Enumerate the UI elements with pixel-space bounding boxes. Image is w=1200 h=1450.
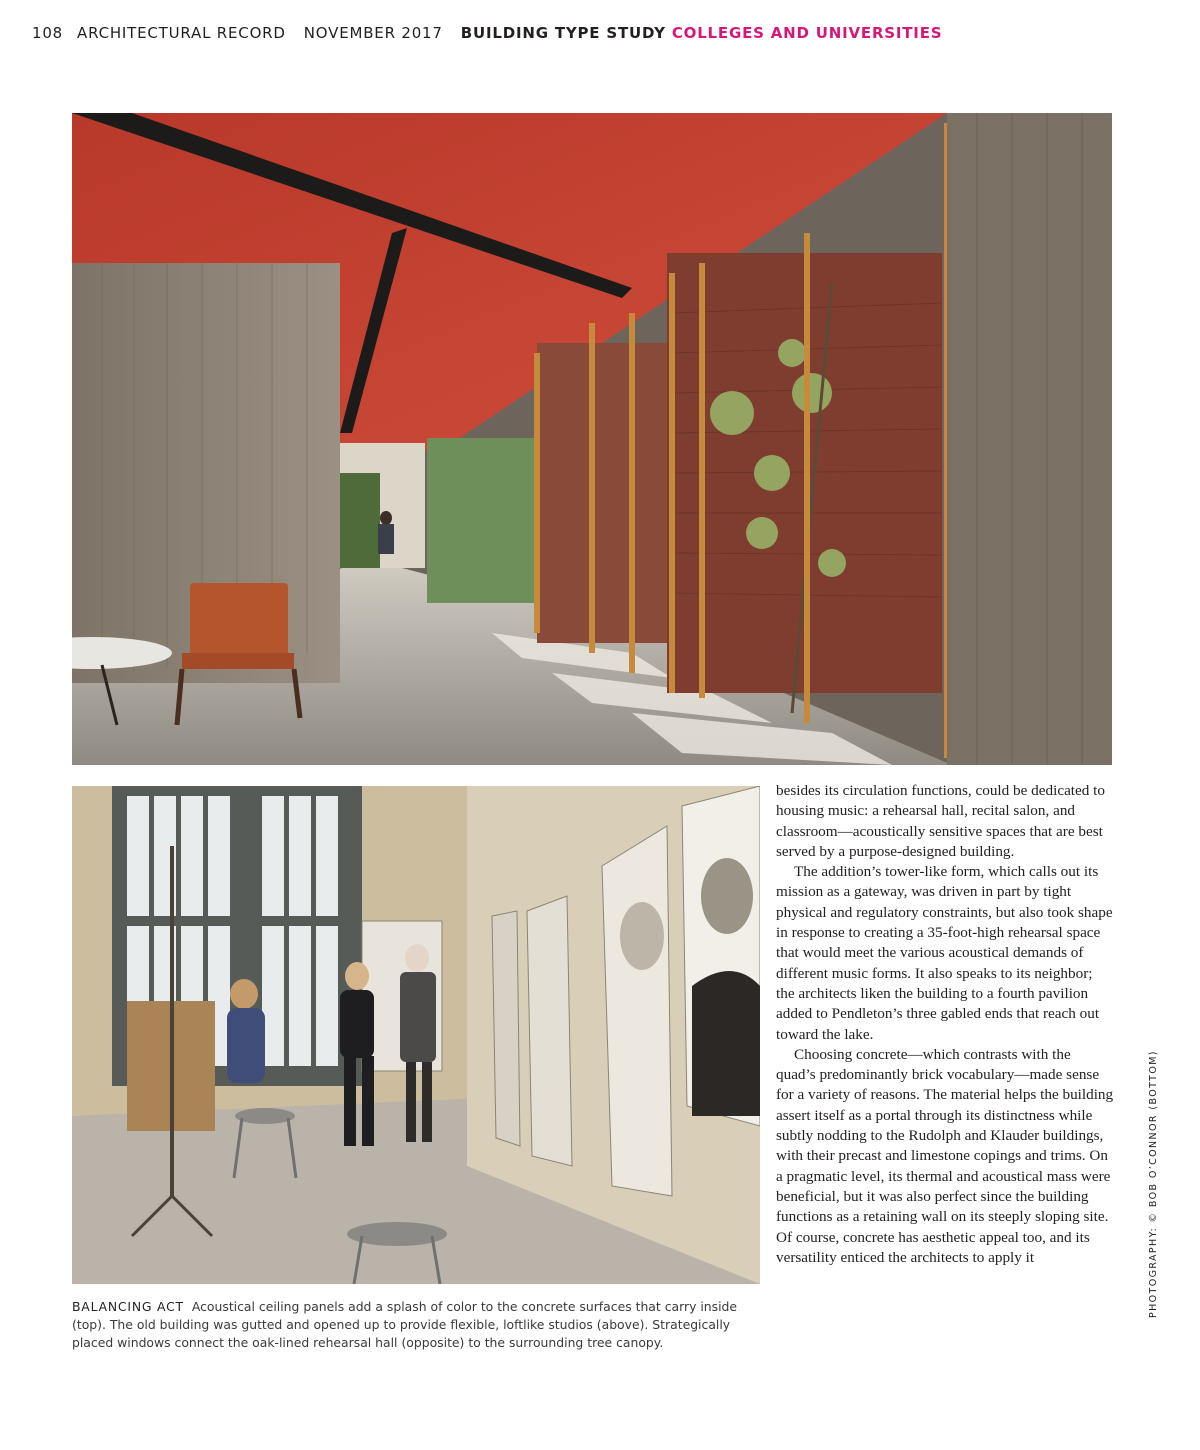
body-paragraph: Choosing concrete—which contrasts with the quad’s predominantly brick vocabulary—made sense for a variety of reasons. The material helps the building assert itself as a portal through its distinctness while subtly nodding to the Rudolph and Klauder buildings, with their precast and limestone copings and trims. On a pragmatic level, its thermal and acoustical mass were beneficial, but it was also perfect since the building functions as a retaining wall on its steeply sloping site. Of course, concrete has aesthetic appeal too, and its versatility enticed the architects to apply it	[776, 1045, 1114, 1266]
caption-title: BALANCING ACT	[72, 1299, 184, 1314]
caption-text: Acoustical ceiling panels add a splash of color to the concrete surfaces that carry inside (top). The old building was gutted and opened up to provide flexible, loftlike studios (above). Strategically placed windows connect the oak-lined rehearsal hall (opposite) to the surrounding tree canopy.	[72, 1299, 738, 1350]
issue-date: NOVEMBER 2017	[303, 24, 443, 42]
publication-name: ARCHITECTURAL RECORD	[77, 24, 286, 42]
running-header	[32, 24, 942, 46]
topic-label: COLLEGES AND UNIVERSITIES	[671, 24, 943, 42]
body-paragraph: besides its circulation functions, could be dedicated to housing music: a rehearsal hall, recital salon, and classroom—acoustically sensitive spaces that are best served by a purpose-designed building.	[776, 782, 1105, 860]
page-number: 108	[32, 24, 64, 42]
photo-caption	[72, 1298, 760, 1352]
body-paragraph: The addition’s tower-like form, which calls out its mission as a gateway, was driven in part by tight physical and regulatory constraints, but also took shape in response to creating a 35-foot-high rehearsal space that would meet the various acoustical demands of different music forms. It also speaks to its neighbor; the architects liken the building to a fourth pavilion added to Pendleton’s three gabled ends that reach out toward the lake.	[776, 863, 1113, 1043]
studio-photo	[72, 786, 760, 1284]
photo-credit: PHOTOGRAPHY: © BOB O’CONNOR (BOTTOM)	[1148, 1050, 1159, 1318]
section-label: BUILDING TYPE STUDY	[460, 24, 666, 42]
corridor-photo	[72, 113, 1112, 765]
article-body	[776, 781, 1114, 1268]
